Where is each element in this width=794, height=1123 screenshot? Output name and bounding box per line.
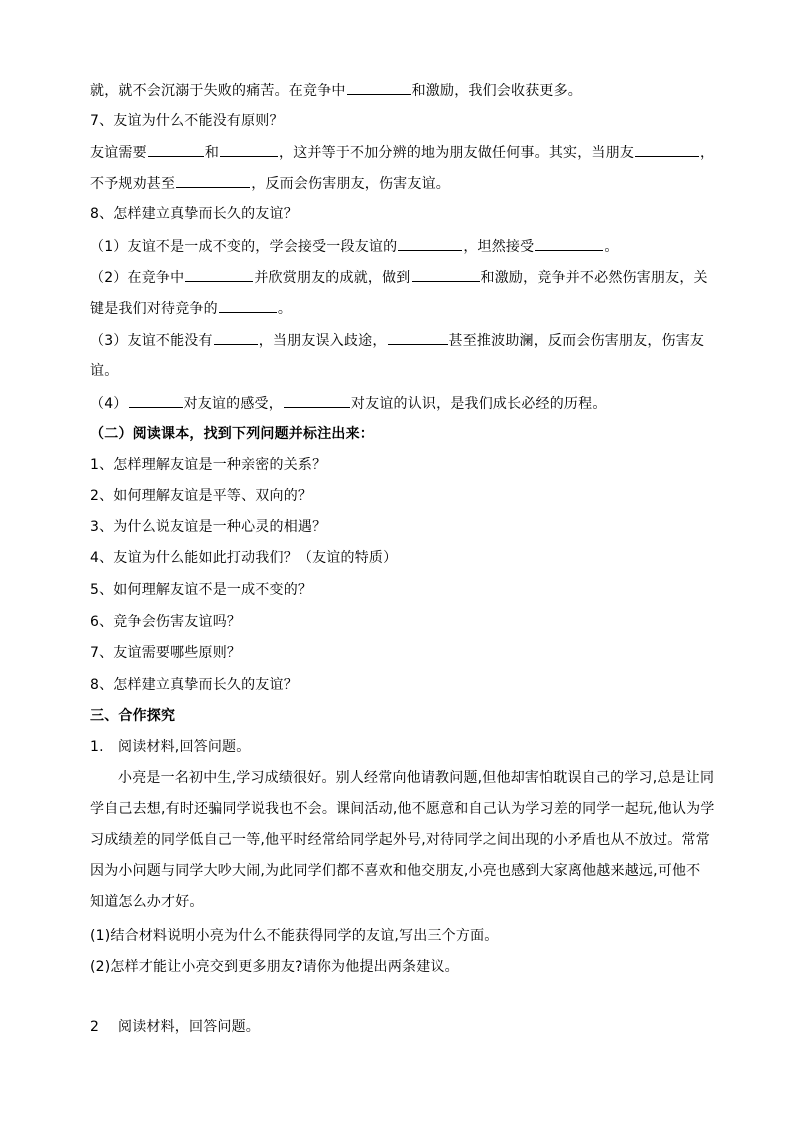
line-4-text-a: 不予规劝甚至	[90, 176, 176, 192]
line-8-text-b: 。	[277, 301, 293, 317]
text-line-9	[90, 330, 704, 351]
material-paragraph-line-1: 小亮是一名初中生,学习成绩很好。别人经常向他请教问题,但他却害怕耽误自己的学习,总是让同	[118, 770, 715, 786]
text-line-4	[90, 173, 450, 194]
line-7-text-b: 并欣赏朋友的成就，做到	[254, 270, 411, 286]
line-11-text-b: 对友谊的感受，	[183, 396, 283, 412]
line-4-text-b: ，反而会伤害朋友，伤害友谊。	[251, 176, 451, 192]
reading-question-2: 2、如何理解友谊是平等、双向的？	[90, 488, 313, 504]
reading-question-6: 6、竞争会伤害友谊吗？	[90, 614, 242, 630]
section-cooperative-inquiry-heading: 三、合作探究	[90, 708, 176, 724]
line-1-text-b: 和激励，我们会收获更多。	[411, 83, 583, 99]
text-line-6	[90, 236, 619, 257]
fill-blank	[284, 393, 350, 408]
line-7-text-a: （2）在竞争中	[90, 270, 185, 286]
exercise-2-text: 阅读材料，回答问题。	[118, 1019, 260, 1035]
material-paragraph-line-2: 学自己去想,有时还骗同学说我也不会。课间活动,他不愿意和自己认为学习差的同学一起玩,他认为学	[90, 801, 715, 817]
exercise-1-title	[90, 737, 250, 757]
line-6-text-a: （1）友谊不是一成不变的，学会接受一段友谊的	[90, 239, 398, 255]
section-read-textbook-heading: （二）阅读课本，找到下列问题并标注出来：	[90, 426, 374, 442]
line-6-text-b: ，坦然接受	[463, 239, 535, 255]
fill-blank	[388, 330, 448, 345]
fill-blank	[398, 236, 462, 251]
text-line-8	[90, 298, 292, 319]
fill-blank	[185, 267, 253, 282]
reading-question-5: 5、如何理解友谊不是一成不变的？	[90, 582, 313, 598]
material-paragraph-line-5: 知道怎么办才好。	[90, 894, 204, 910]
question-7-title: 7、友谊为什么不能没有原则？	[90, 113, 284, 129]
reading-question-7: 7、友谊需要哪些原则？	[90, 645, 242, 661]
line-1-text-a: 就，就不会沉溺于失败的痛苦。在竞争中	[90, 83, 346, 99]
line-8-text-a: 键是我们对待竞争的	[90, 301, 218, 317]
reading-question-8: 8、怎样建立真挚而长久的友谊？	[90, 677, 298, 693]
text-line-11	[90, 393, 607, 414]
line-11-text-a: （4）	[90, 396, 128, 412]
line-3-text-c: ，这并等于不加分辨的地为朋友做任何事。其实，当朋友	[279, 145, 635, 161]
line-9-text-a: （3）友谊不能没有	[90, 333, 213, 349]
exercise-1-number: 1.	[90, 739, 104, 755]
line-6-text-c: 。	[604, 239, 619, 255]
text-line-10: 谊。	[90, 363, 119, 379]
sub-question-2: (2)怎样才能让小亮交到更多朋友?请你为他提出两条建议。	[90, 959, 459, 975]
fill-blank	[635, 142, 699, 157]
sub-question-1: (1)结合材料说明小亮为什么不能获得同学的友谊,写出三个方面。	[90, 928, 499, 944]
fill-blank	[535, 236, 603, 251]
material-paragraph-line-3: 习成绩差的同学低自己一等,他平时经常给同学起外号,对待同学之间出现的小矛盾也从不放过。常常	[90, 832, 710, 848]
fill-blank	[220, 142, 278, 157]
line-7-text-c: 和激励，竞争并不必然伤害朋友，关	[480, 270, 708, 286]
line-3-text-a: 友谊需要	[90, 145, 147, 161]
fill-blank	[176, 173, 250, 188]
exercise-2-title	[90, 1017, 260, 1037]
line-9-text-c: 甚至推波助澜，反而会伤害朋友，伤害友	[448, 333, 705, 349]
reading-question-3: 3、为什么说友谊是一种心灵的相遇？	[90, 519, 327, 535]
fill-blank	[347, 80, 411, 95]
line-9-text-b: ，当朋友误入歧途，	[258, 333, 387, 349]
reading-question-1: 1、怎样理解友谊是一种亲密的关系？	[90, 457, 327, 473]
fill-blank	[129, 393, 183, 408]
fill-blank	[219, 298, 277, 313]
line-3-text-d: ，	[700, 145, 715, 161]
material-paragraph-line-4: 因为小问题与同学大吵大闹,为此同学们都不喜欢和他交朋友,小亮也感到大家离他越来越远,可他不	[90, 863, 701, 879]
text-line-1	[90, 80, 582, 101]
text-line-7	[90, 267, 708, 288]
line-3-text-b: 和	[204, 145, 220, 161]
exercise-2-number: 2	[90, 1019, 100, 1035]
reading-question-4: 4、友谊为什么能如此打动我们？（友谊的特质）	[90, 550, 398, 566]
exercise-1-text: 阅读材料,回答问题。	[118, 739, 251, 755]
text-line-3	[90, 142, 714, 163]
fill-blank	[214, 330, 258, 345]
fill-blank	[412, 267, 480, 282]
fill-blank	[148, 142, 204, 157]
question-8-title: 8、怎样建立真挚而长久的友谊？	[90, 206, 298, 222]
line-11-text-c: 对友谊的认识，是我们成长必经的历程。	[350, 396, 607, 412]
